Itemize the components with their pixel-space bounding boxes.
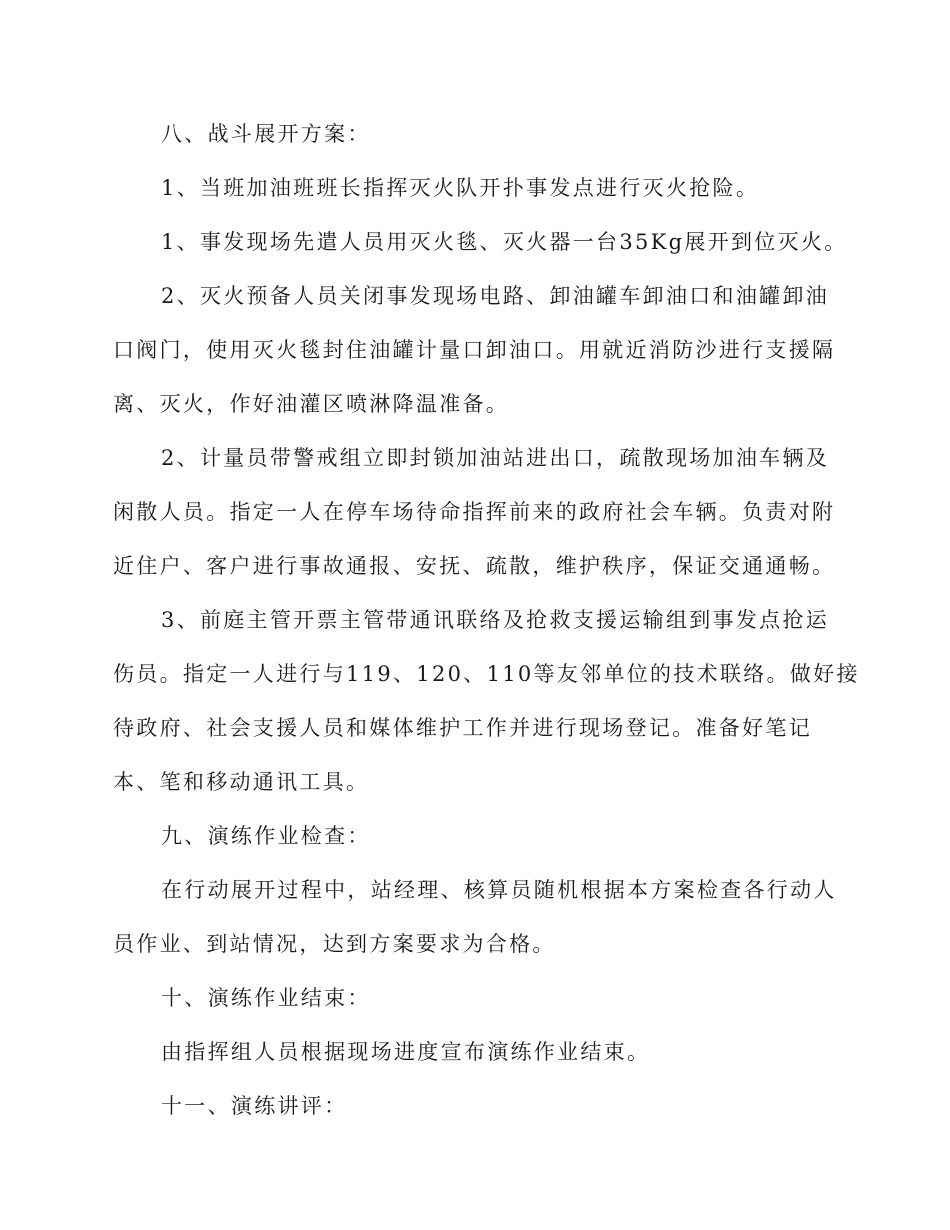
text-line: 3、前庭主管开票主管带通讯联络及抢救支援运输组到事发点抢运 [161, 608, 830, 632]
text-line: 离、灭火，作好油灌区喷淋降温准备。 [113, 392, 510, 416]
paragraph-advance-personnel [113, 215, 848, 269]
text-line: 1、当班加油班班长指挥灭火队开扑事发点进行灭火抢险。 [161, 176, 760, 200]
text-line: 在行动展开过程中，站经理、核算员随机根据本方案检查各行动人 [161, 878, 837, 902]
section-heading-eleven [113, 1079, 837, 1133]
section-heading-nine [113, 809, 837, 863]
paragraph-reserve-personnel [113, 269, 837, 431]
text-line: 八、战斗展开方案： [161, 122, 371, 146]
text-line: 近住户、客户进行事故通报、安抚、疏散，维护秩序，保证交通通畅。 [113, 554, 836, 578]
section-heading-eight [113, 107, 837, 161]
text-line: 闲散人员。指定一人在停车场待命指挥前来的政府社会车辆。负责对附 [113, 500, 836, 524]
text-line: 员作业、到站情况，达到方案要求为合格。 [113, 932, 556, 956]
text-line: 本、笔和移动通讯工具。 [113, 770, 370, 794]
text-line: 十、演练作业结束： [161, 986, 371, 1010]
text-line: 2、计量员带警戒组立即封锁加油站进出口，疏散现场加油车辆及 [161, 446, 830, 470]
text-line: 九、演练作业检查： [161, 824, 371, 848]
document-body [113, 107, 860, 1133]
text-line: 1、事发现场先遣人员用灭火毯、灭火器一台35Kg展开到位灭火。 [161, 230, 848, 254]
paragraph-inspection [113, 863, 837, 971]
text-line: 待政府、社会支援人员和媒体维护工作并进行现场登记。准备好笔记 [113, 716, 812, 740]
text-line: 由指挥组人员根据现场进度宣布演练作业结束。 [161, 1040, 651, 1064]
paragraph-metering-guard [113, 431, 837, 593]
paragraph-fire-squad [113, 161, 837, 215]
paragraph-exercise-end [113, 1025, 837, 1079]
paragraph-front-court-supervisor [113, 593, 860, 809]
text-line: 2、灭火预备人员关闭事发现场电路、卸油罐车卸油口和油罐卸油 [161, 284, 830, 308]
text-line: 伤员。指定一人进行与119、120、110等友邻单位的技术联络。做好接 [113, 662, 860, 686]
text-line: 口阀门，使用灭火毯封住油罐计量口卸油口。用就近消防沙进行支援隔 [113, 338, 836, 362]
section-heading-ten [113, 971, 837, 1025]
text-line: 十一、演练讲评： [161, 1094, 348, 1118]
